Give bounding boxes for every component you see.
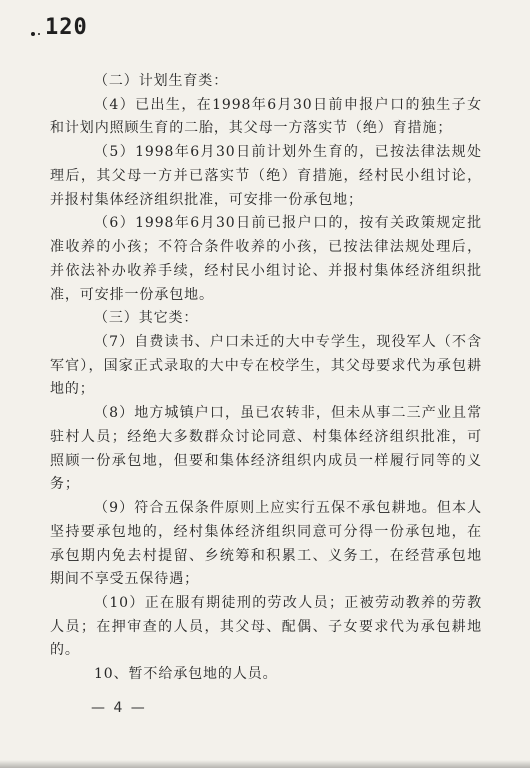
scan-bottom-edge — [0, 760, 530, 768]
section-heading: （三）其它类： — [94, 310, 199, 327]
closing-paragraph: 10、暂不给承包地的人员。 — [94, 666, 278, 683]
paragraph: （6）1998年6月30日前已报户口的，按有关政策规定批准收养的小孩；不符合条件收养的小孩，已按法律法规处理后，并依法补办收养手续，经村民小组讨论、并报村集体经济组织批准，可安排一份承包地。 — [50, 215, 482, 303]
paragraph: （4）已出生，在1998年6月30日前申报户口的独生子女和计划内照顾生育的二胎，其父母一方落实节（绝）育措施； — [50, 96, 482, 137]
scan-speck — [38, 33, 40, 35]
document-body — [50, 70, 482, 687]
footer-page-number: — 4 — — [91, 700, 147, 716]
header-page-number: 120 — [45, 15, 88, 40]
paragraph: （10）正在服有期徒刑的劳改人员；正被劳动教养的劳教人员；在押审查的人员，其父母、配偶、子女要求代为承包耕地的。 — [50, 595, 482, 659]
paragraph: （7）自费读书、户口未迁的大中专学生，现役军人（不含军官），国家正式录取的大中专在校学生，其父母要求代为承包耕地的； — [50, 334, 482, 398]
scan-speck — [31, 32, 35, 36]
section-heading: （二）计划生育类： — [94, 73, 229, 89]
paragraph: （8）地方城镇户口，虽已农转非，但未从事二三产业且常驻村人员；经绝大多数群众讨论同意、村集体经济组织批准，可照顾一份承包地，但要和集体经济组织内成员一样履行同等的义务； — [50, 405, 482, 493]
paragraph: （5）1998年6月30日前计划外生育的，已按法律法规处理后，其父母一方并已落实节（绝）育措施，经村民小组讨论，并报村集体经济组织批准，可安排一份承包地； — [50, 144, 482, 208]
paragraph: （9）符合五保条件原则上应实行五保不承包耕地。但本人坚持要承包地的，经村集体经济组织同意可分得一份承包地，在承包期内免去村提留、乡统筹和积累工、义务工，在经营承包地期间不享受五保待遇； — [50, 500, 482, 588]
